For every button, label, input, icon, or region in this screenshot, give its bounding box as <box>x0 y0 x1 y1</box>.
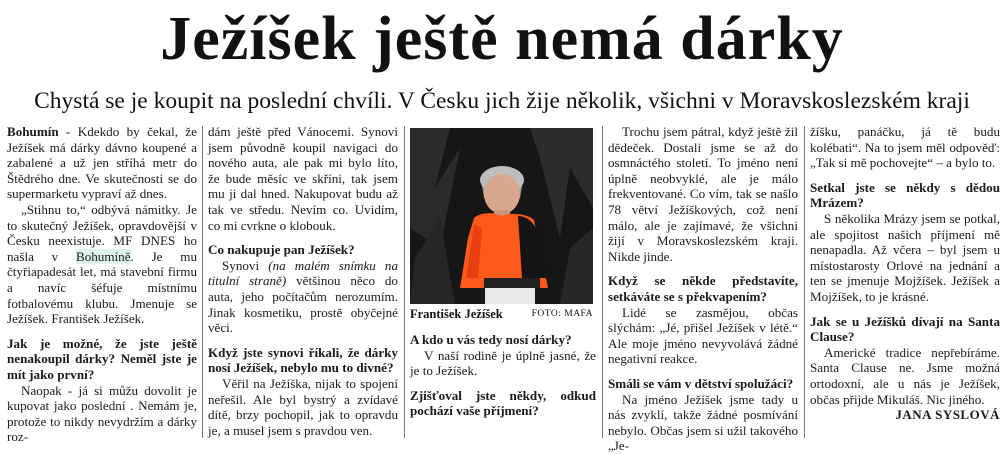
question: Když se někde představíte, setkáváte se s překvapením? <box>608 273 798 304</box>
photo-illustration <box>410 128 593 304</box>
col1-paragraph-1: Bohumín - Kdekdo by čekal, že Ježíšek má dárky dávno koupené a zabalené a už jen stříhá metr do Štědrého dne. Ve skutečnosti se do supermarketu vypraví až dnes. <box>7 124 197 202</box>
question: Smáli se vám v dětství spolužáci? <box>608 375 794 391</box>
portrait-photo <box>410 128 593 304</box>
column-3 <box>410 332 596 419</box>
caption-name: František Ježíšek <box>410 307 503 321</box>
dateline: Bohumín <box>7 124 59 139</box>
headline: Ježíšek ještě nemá dárky <box>160 5 844 73</box>
question: Setkal jste se někdy s dědou Mrázem? <box>810 179 1000 211</box>
question: Jak se u Ježíšků dívají na Santa Clause? <box>810 313 1000 345</box>
column-2 <box>208 124 398 438</box>
photo-credit: FOTO: MAFA <box>531 309 593 319</box>
column-1 <box>7 124 197 445</box>
answer: Americké tradice nepřebíráme. Santa Clause ne. Jsme možná ortodoxní, ale u nás je Ježíšek, občas přijde Mikuláš. Nic jiného. <box>810 344 1000 407</box>
answer: Synovi (na malém snímku na titulní straně) většinou něco do auta, jeho počítačům nerozumím. Jinak kosmetiku, prostě obyčejné věci. <box>208 257 398 336</box>
question: Jak je možné, že jste ještě nenakoupil dárky? Neměl jste je mít jako první? <box>7 335 197 382</box>
photo-caption <box>410 307 593 322</box>
column-divider <box>202 126 203 438</box>
column-divider <box>404 126 405 438</box>
subheadline: Chystá se je koupit na poslední chvíli. V Česku jich žije několik, všichni v Moravskoslezském kraji <box>34 88 970 114</box>
answer: Na jméno Ježíšek jsme tady u nás zvyklí, takže žádné posmívání nebylo. Občas jsem si užil takového „Je- <box>608 391 798 454</box>
question: Co nakupuje pan Ježíšek? <box>208 242 355 258</box>
answer: S několika Mrázy jsem se potkal, ale spojitost našich příjmení mě nenapadla. Až včera – byl jsem u místostarosty Orlové na jednání a ten se jmenuje Mojžíšek. Ježíšek a Mojžíšek, to je krásné. <box>810 210 1000 304</box>
col1-paragraph-2: „Stihnu to,“ odbývá námitky. Je to skutečný Ježíšek, opravdovější v Česku neexistuje. MF DNES ho našla v Bohumíně. Je mu čtyřiapadesát let, má stavební firmu a navíc šéfuje místnímu fotbalovému klubu. Jmenuje se Ježíšek. František Ježíšek. <box>7 201 197 327</box>
highlighted-place: Bohumíně <box>75 248 131 264</box>
col4-paragraph-1: Trochu jsem pátral, když ještě žil dědeček. Dostali jsme se až do osmnáctého století. To jméno není úplně neobvyklé, ale je málo frekventované. Co vím, tak se našlo 78 větví Ježíškových, což není málo, ale je zajímavé, že všichni žijí v Moravskoslezském kraji. Nikde jinde. <box>608 124 798 264</box>
answer: Věřil na Ježíška, nijak to spojení neřešil. Ale byl bystrý a zvídavé dítě, brzy pochopil, jak to opravdu je, a musel jsem s pravdou ven. <box>208 375 398 438</box>
col2-paragraph-1: dám ještě před Vánocemi. Synovi jsem původně koupil navigaci do nového auta, ale pak mi bylo líto, že bude měsíc ve skříni, tak jsem mu ji dal hned. Nakupovat budu až tak ve středu. Nevím co. Uvidím, co mi cvrkne o klobouk. <box>208 124 398 233</box>
answer: Naopak - já si můžu dovolit je kupovat jako poslední . Nemám je, protože to nikdy nevydržím a dárky roz- <box>7 382 197 445</box>
question: A kdo u vás tedy nosí dárky? <box>410 332 572 347</box>
col5-paragraph-1: žíšku, panáčku, já tě budu kolébati“. Na to jsem měl odpověď: „Tak si mě pochovejte“ – a bylo to. <box>810 124 1000 171</box>
column-divider <box>804 126 805 438</box>
question: Když jste synovi říkali, že dárky nosí Ježíšek, nebylo mu to divné? <box>208 344 398 376</box>
column-5 <box>810 124 1000 423</box>
column-divider <box>602 126 603 438</box>
answer: Lidé se zasmějou, občas slýchám: „Jé, přišel Ježíšek v létě.“ Ale moje jméno nevyvolává žádné negativní reakce. <box>608 304 798 367</box>
author-signature: JANA SYSLOVÁ <box>895 407 1000 423</box>
answer: V naší rodině je úplně jasné, že je to Ježíšek. <box>410 347 596 379</box>
question: Zjišťoval jste někdy, odkud pochází vaše příjmení? <box>410 387 596 419</box>
column-4 <box>608 124 798 454</box>
